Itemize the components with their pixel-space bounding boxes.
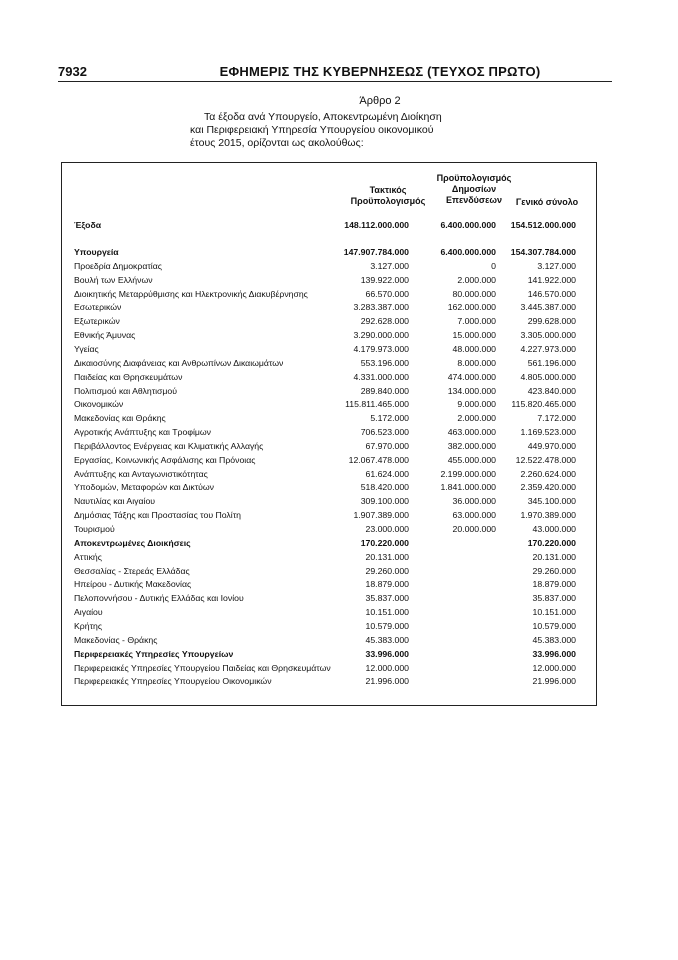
grand-total-value: 12.522.478.000 xyxy=(515,454,576,465)
regular-budget-value: 3.283.387.000 xyxy=(353,302,409,313)
grand-total-value: 45.383.000 xyxy=(532,634,576,645)
grand-total-value: 35.837.000 xyxy=(532,593,576,604)
grand-total-value: 2.260.624.000 xyxy=(520,468,576,479)
table-row xyxy=(62,412,598,426)
regular-budget-value: 12.000.000 xyxy=(365,662,409,673)
row-label: Τουρισμού xyxy=(74,524,115,534)
investment-budget-value: 2.199.000.000 xyxy=(440,468,496,479)
header-grand-total xyxy=(489,197,605,208)
row-label: Εξωτερικών xyxy=(74,316,120,327)
table-row xyxy=(62,315,598,329)
intro-line: και Περιφερειακή Υπηρεσία Υπουργείου οικονομικού xyxy=(190,124,434,136)
investment-budget-value: 2.000.000 xyxy=(457,413,496,424)
investment-budget-value: 1.841.000.000 xyxy=(440,482,496,493)
table-row xyxy=(62,301,598,315)
grand-total-value: 154.512.000.000 xyxy=(510,220,576,230)
grand-total-value: 20.131.000 xyxy=(532,551,576,562)
page-number: 7932 xyxy=(58,64,87,79)
header-line: Δημοσίων xyxy=(451,184,497,194)
investment-budget-value: 80.000.000 xyxy=(452,288,496,299)
grand-total-value: 10.151.000 xyxy=(532,607,576,618)
grand-total-value: 154.307.784.000 xyxy=(510,247,576,257)
table-row xyxy=(62,620,598,634)
regular-budget-value: 4.179.973.000 xyxy=(353,343,409,354)
regular-budget-value: 170.220.000 xyxy=(360,537,409,548)
grand-total-value: 561.196.000 xyxy=(527,357,576,368)
row-label: Προεδρία Δημοκρατίας xyxy=(74,260,162,271)
table-row xyxy=(62,440,598,454)
row-label: Πελοποννήσου - Δυτικής Ελλάδας και Ιονίου xyxy=(74,593,244,604)
row-label: Μακεδονίας - Θράκης xyxy=(74,634,158,645)
table-row xyxy=(62,288,598,302)
table-row xyxy=(62,675,598,689)
row-label: Ναυτιλίας και Αιγαίου xyxy=(74,496,156,507)
grand-total-value: 2.359.420.000 xyxy=(520,482,576,493)
regular-budget-value: 33.996.000 xyxy=(365,648,409,659)
table-row xyxy=(62,329,598,343)
investment-budget-value: 382.000.000 xyxy=(447,440,496,451)
regular-budget-value: 706.523.000 xyxy=(360,427,409,438)
regular-budget-value: 553.196.000 xyxy=(360,357,409,368)
row-label: Περιφερειακές Υπηρεσίες Υπουργείου Οικονομικών xyxy=(74,676,272,687)
regular-budget-value: 45.383.000 xyxy=(365,634,409,645)
intro-line: έτους 2015, ορίζονται ως ακολούθως: xyxy=(190,137,364,149)
table-row xyxy=(62,343,598,357)
table-row xyxy=(62,551,598,565)
grand-total-value: 299.628.000 xyxy=(527,316,576,327)
row-label: Υπουργεία xyxy=(74,247,119,257)
row-label: Αποκεντρωμένες Διοικήσεις xyxy=(74,537,191,548)
investment-budget-value: 7.000.000 xyxy=(457,316,496,327)
article-title: Άρθρο 2 xyxy=(359,95,401,107)
investment-budget-value: 48.000.000 xyxy=(452,343,496,354)
article-intro xyxy=(190,111,490,150)
row-label: Περιφερειακές Υπηρεσίες Υπουργείου Παιδείας και Θρησκευμάτων xyxy=(74,662,331,673)
header-line: Επενδύσεων xyxy=(446,195,502,205)
row-label: Μακεδονίας και Θράκης xyxy=(74,413,166,424)
grand-total-value: 3.445.387.000 xyxy=(520,302,576,313)
regular-budget-value: 115.811.465.000 xyxy=(345,399,409,410)
row-label: Αιγαίου xyxy=(74,607,103,618)
row-label: Εσωτερικών xyxy=(74,302,122,313)
row-label: Πολιτισμού και Αθλητισμού xyxy=(74,385,178,396)
grand-total-value: 115.820.465.000 xyxy=(511,399,576,410)
regular-budget-value: 35.837.000 xyxy=(365,593,409,604)
regular-budget-value: 18.879.000 xyxy=(365,579,409,590)
regular-budget-value: 4.331.000.000 xyxy=(353,371,409,382)
table-row xyxy=(62,246,598,260)
table-row xyxy=(62,468,598,482)
table-row xyxy=(62,537,598,551)
intro-line: Τα έξοδα ανά Υπουργείο, Αποκεντρωμένη Διοίκηση xyxy=(204,111,442,123)
regular-budget-value: 12.067.478.000 xyxy=(348,454,409,465)
grand-total-value: 7.172.000 xyxy=(537,413,576,424)
table-row xyxy=(62,260,598,274)
investment-budget-value: 15.000.000 xyxy=(452,330,496,341)
gazette-header-title: ΕΦΗΜΕΡΙΣ ΤΗΣ ΚΥΒΕΡΝΗΣΕΩΣ (ΤΕΥΧΟΣ ΠΡΩΤΟ) xyxy=(219,64,541,79)
row-label: Εργασίας, Κοινωνικής Ασφάλισης και Πρόνοιας xyxy=(74,454,256,465)
grand-total-value: 18.879.000 xyxy=(532,579,576,590)
row-label: Υγείας xyxy=(74,343,99,354)
header-line: Προϋπολογισμός xyxy=(436,173,512,183)
grand-total-value: 4.805.000.000 xyxy=(520,371,576,382)
table-row xyxy=(62,662,598,676)
investment-budget-value: 162.000.000 xyxy=(447,302,496,313)
regular-budget-value: 66.570.000 xyxy=(365,288,409,299)
table-row xyxy=(62,398,598,412)
table-row xyxy=(62,371,598,385)
row-label: Υποδομών, Μεταφορών και Δικτύων xyxy=(74,482,215,493)
investment-budget-value: 474.000.000 xyxy=(447,371,496,382)
investment-budget-value: 6.400.000.000 xyxy=(440,247,496,257)
regular-budget-value: 147.907.784.000 xyxy=(343,247,409,257)
grand-total-value: 345.100.000 xyxy=(527,496,576,507)
regular-budget-value: 23.000.000 xyxy=(365,524,409,534)
header-line: Τακτικός xyxy=(369,185,407,195)
grand-total-value: 449.970.000 xyxy=(527,440,576,451)
grand-total-value: 12.000.000 xyxy=(532,662,576,673)
regular-budget-value: 139.922.000 xyxy=(360,274,409,285)
table-row xyxy=(62,606,598,620)
regular-budget-value: 61.624.000 xyxy=(365,468,409,479)
regular-budget-value: 10.579.000 xyxy=(365,620,409,631)
regular-budget-value: 67.970.000 xyxy=(365,440,409,451)
table-row xyxy=(62,592,598,606)
row-label: Ηπείρου - Δυτικής Μακεδονίας xyxy=(74,579,192,590)
row-label: Παιδείας και Θρησκευμάτων xyxy=(74,371,183,382)
row-label: Οικονομικών xyxy=(74,399,124,410)
regular-budget-value: 3.290.000.000 xyxy=(353,330,409,341)
grand-total-value: 1.169.523.000 xyxy=(520,427,576,438)
investment-budget-value: 36.000.000 xyxy=(452,496,496,507)
row-label: Αγροτικής Ανάπτυξης και Τροφίμων xyxy=(74,427,212,438)
grand-total-value: 146.570.000 xyxy=(527,288,576,299)
regular-budget-value: 1.907.389.000 xyxy=(353,510,409,521)
grand-total-value: 3.127.000 xyxy=(537,260,576,271)
grand-total-value: 4.227.973.000 xyxy=(520,343,576,354)
investment-budget-value: 2.000.000 xyxy=(457,274,496,285)
table-row xyxy=(62,634,598,648)
row-label: Βουλή των Ελλήνων xyxy=(74,274,153,285)
table-row xyxy=(62,578,598,592)
header-line: Γενικό σύνολο xyxy=(515,197,579,207)
grand-total-value: 33.996.000 xyxy=(532,648,576,659)
regular-budget-value: 309.100.000 xyxy=(360,496,409,507)
row-label: Εθνικής Άμυνας xyxy=(74,330,136,341)
regular-budget-value: 292.628.000 xyxy=(360,316,409,327)
grand-total-value: 10.579.000 xyxy=(532,620,576,631)
table-row xyxy=(62,509,598,523)
table-row xyxy=(62,481,598,495)
regular-budget-value: 148.112.000.000 xyxy=(344,220,409,230)
table-row xyxy=(62,495,598,509)
row-label: Δικαιοσύνης Διαφάνειας και Ανθρωπίνων Δικαιωμάτων xyxy=(74,357,284,368)
row-label: Ανάπτυξης και Ανταγωνιστικότητας xyxy=(74,468,208,479)
regular-budget-value: 5.172.000 xyxy=(370,413,409,424)
table-row xyxy=(62,648,598,662)
row-label: Θεσσαλίας - Στερεάς Ελλάδας xyxy=(74,565,190,576)
investment-budget-value: 9.000.000 xyxy=(457,399,496,410)
expenditure-table xyxy=(61,162,597,706)
regular-budget-value: 518.420.000 xyxy=(360,482,409,493)
table-row xyxy=(62,426,598,440)
table-row xyxy=(62,219,598,233)
table-row xyxy=(62,385,598,399)
row-label: Περιφερειακές Υπηρεσίες Υπουργείων xyxy=(74,648,234,659)
row-label: Διοικητικής Μεταρρύθμισης και Ηλεκτρονικής Διακυβέρνησης xyxy=(74,288,308,299)
grand-total-value: 21.996.000 xyxy=(532,676,576,687)
investment-budget-value: 63.000.000 xyxy=(452,510,496,521)
header-divider xyxy=(58,81,612,82)
investment-budget-value: 455.000.000 xyxy=(447,454,496,465)
row-label: Έξοδα xyxy=(74,220,102,230)
grand-total-value: 3.305.000.000 xyxy=(520,330,576,341)
investment-budget-value: 0 xyxy=(491,260,496,271)
regular-budget-value: 29.260.000 xyxy=(365,565,409,576)
investment-budget-value: 463.000.000 xyxy=(447,427,496,438)
table-row xyxy=(62,274,598,288)
investment-budget-value: 8.000.000 xyxy=(457,357,496,368)
table-row xyxy=(62,523,598,537)
table-row xyxy=(62,454,598,468)
row-label: Περιβάλλοντος Ενέργειας και Κλιματικής Αλλαγής xyxy=(74,440,264,451)
grand-total-value: 170.220.000 xyxy=(527,537,576,548)
regular-budget-value: 289.840.000 xyxy=(360,385,409,396)
row-label: Αττικής xyxy=(74,551,102,562)
grand-total-value: 1.970.389.000 xyxy=(520,510,576,521)
grand-total-value: 29.260.000 xyxy=(532,565,576,576)
investment-budget-value: 20.000.000 xyxy=(452,524,496,534)
header-line: Προϋπολογισμός xyxy=(350,196,426,206)
investment-budget-value: 6.400.000.000 xyxy=(440,220,496,230)
row-label: Δημόσιας Τάξης και Προστασίας του Πολίτη xyxy=(74,510,241,521)
grand-total-value: 423.840.000 xyxy=(527,385,576,396)
regular-budget-value: 21.996.000 xyxy=(365,676,409,687)
grand-total-value: 43.000.000 xyxy=(532,524,576,534)
table-row xyxy=(62,565,598,579)
regular-budget-value: 3.127.000 xyxy=(370,260,409,271)
regular-budget-value: 10.151.000 xyxy=(365,607,409,618)
row-label: Κρήτης xyxy=(74,620,103,631)
regular-budget-value: 20.131.000 xyxy=(365,551,409,562)
table-row xyxy=(62,357,598,371)
grand-total-value: 141.922.000 xyxy=(527,274,576,285)
investment-budget-value: 134.000.000 xyxy=(447,385,496,396)
